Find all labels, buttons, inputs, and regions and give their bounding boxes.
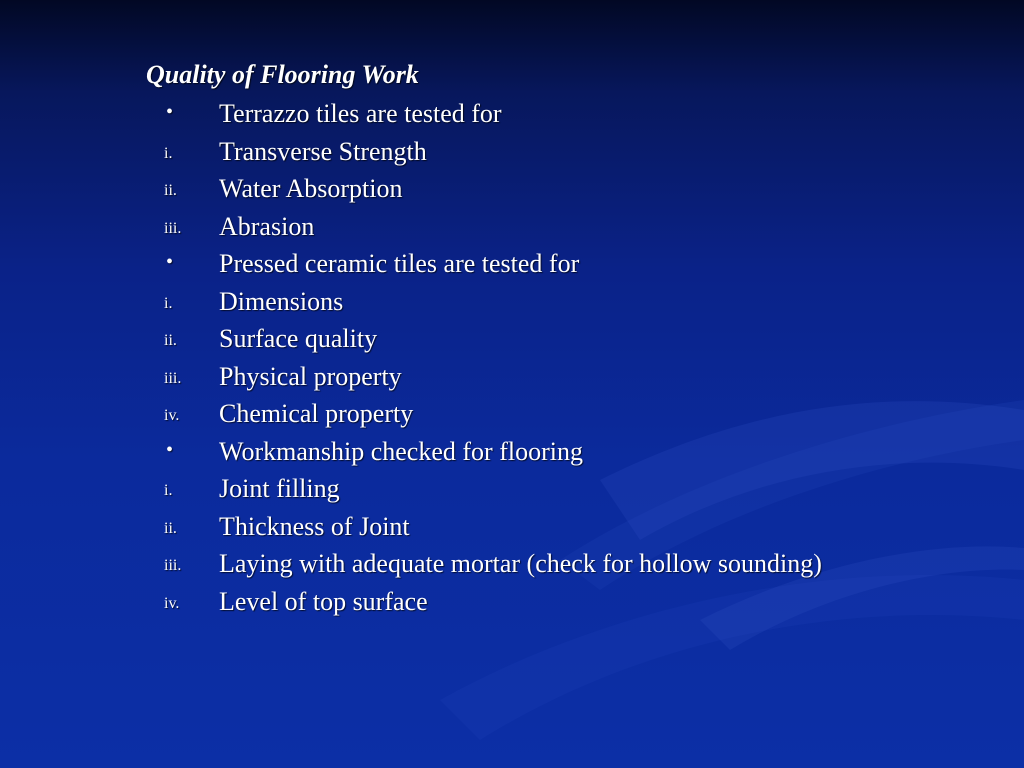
roman-numeral-marker: ii. [164, 519, 177, 537]
list-item [0, 360, 1024, 398]
list-item-text: Water Absorption [219, 174, 403, 203]
list-item [0, 547, 1024, 585]
list-item [0, 435, 1024, 473]
list-item-text: Surface quality [219, 324, 378, 353]
list-item-text: Dimensions [219, 286, 344, 316]
list-item [0, 322, 1024, 360]
bullet-marker: • [166, 101, 174, 123]
list-item-text: Workmanship checked for flooring [219, 436, 583, 466]
list-item-text: Abrasion [219, 211, 315, 241]
list-item [0, 510, 1024, 548]
list-item [0, 285, 1024, 323]
roman-numeral-marker: iv. [164, 407, 180, 424]
list-item-text: Transverse Strength [219, 136, 427, 166]
list-item [0, 397, 1024, 435]
roman-numeral-marker: iii. [164, 219, 182, 237]
list-item-text: Level of top surface [219, 586, 428, 616]
list-item-text: Terrazzo tiles are tested for [219, 99, 502, 128]
list-item [0, 585, 1024, 623]
bullet-list [0, 97, 1024, 622]
bullet-marker: • [166, 438, 174, 461]
bullet-marker: • [166, 251, 174, 273]
list-item-text: Chemical property [219, 399, 414, 428]
roman-numeral-marker: i. [164, 294, 173, 312]
slide-title: Quality of Flooring Work [146, 60, 419, 89]
roman-numeral-marker: i. [164, 144, 173, 162]
roman-numeral-marker: iii. [164, 369, 182, 387]
list-item-text: Physical property [219, 361, 402, 391]
list-item [0, 172, 1024, 210]
roman-numeral-marker: iii. [164, 557, 182, 574]
list-item-text: Thickness of Joint [219, 511, 410, 541]
list-item-text: Laying with adequate mortar (check for hollow sounding) [219, 549, 822, 578]
roman-numeral-marker: ii. [164, 332, 177, 349]
list-item [0, 472, 1024, 510]
roman-numeral-marker: iv. [164, 594, 180, 612]
list-item [0, 135, 1024, 173]
roman-numeral-marker: ii. [164, 182, 177, 199]
list-item-text: Joint filling [219, 474, 340, 503]
list-item-text: Pressed ceramic tiles are tested for [219, 249, 580, 278]
list-item [0, 210, 1024, 248]
roman-numeral-marker: i. [164, 482, 173, 499]
list-item [0, 247, 1024, 285]
list-item [0, 97, 1024, 135]
